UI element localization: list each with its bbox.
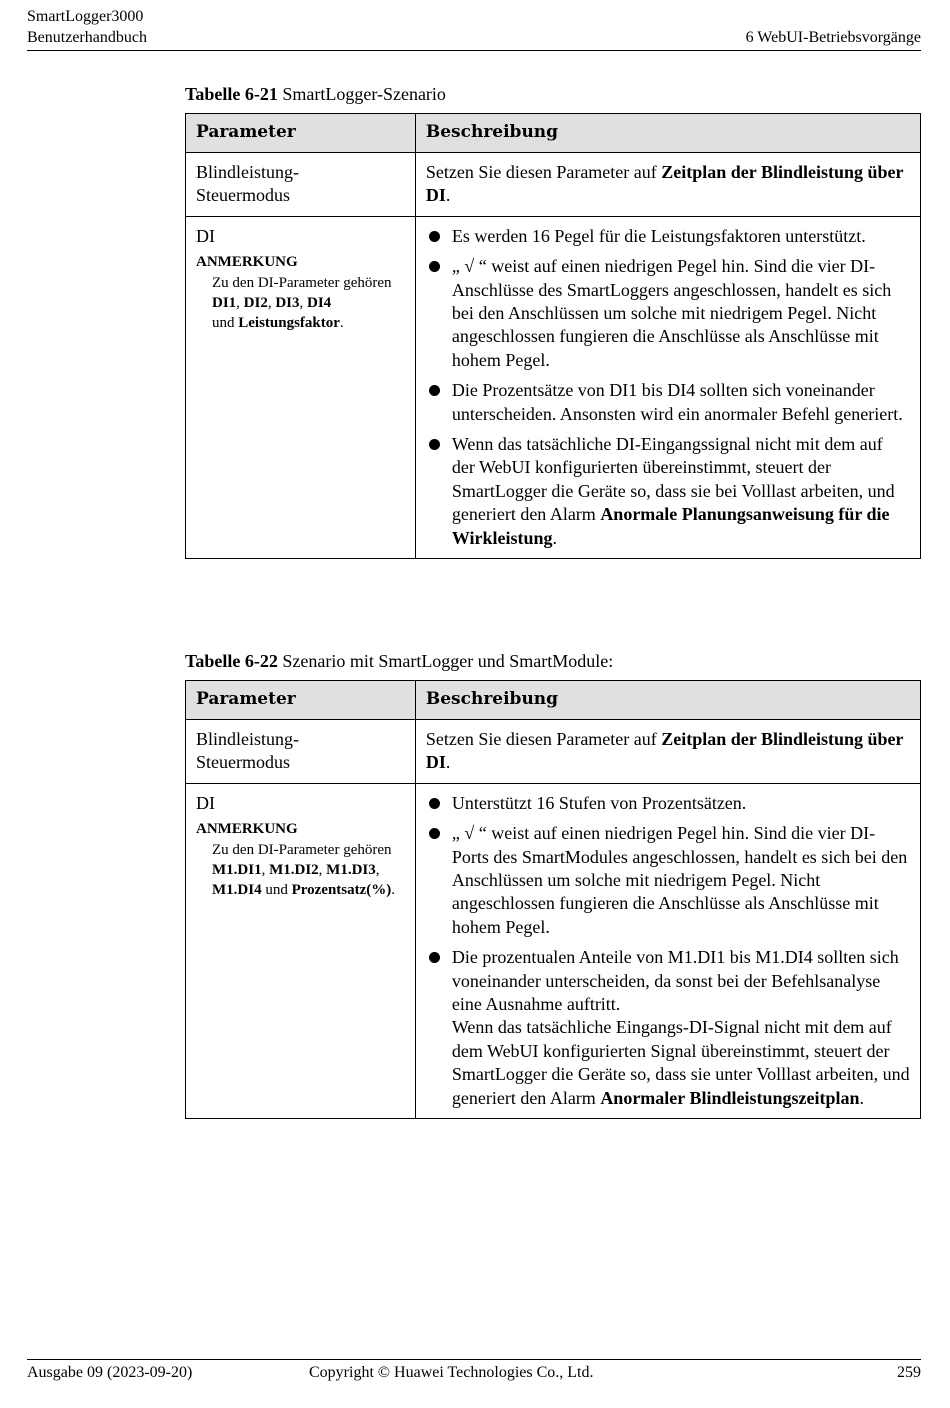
param-cell (186, 783, 416, 1118)
bullet-icon (429, 385, 440, 396)
table2-caption-text: Szenario mit SmartLogger und SmartModule: (277, 651, 614, 671)
note-text: . (339, 315, 344, 332)
param-cell (186, 216, 416, 558)
list-item (426, 433, 910, 550)
table2-caption-label: Tabelle 6-22 (185, 651, 278, 671)
document-type: Benutzerhandbuch (27, 29, 147, 46)
list-item-text: Die prozentualen Anteile von M1.DI1 bis M1.DI4 sollten sich voneinander unterscheiden, da sonst bei der Befehlsanalyse eine Ausnahme auftritt. (451, 947, 899, 1015)
bullet-icon (429, 798, 440, 809)
bullet-list (426, 225, 910, 550)
table1-caption (185, 83, 446, 105)
note-bold: Prozentsatz(%) (291, 882, 392, 899)
note-bold: M1.DI1 (212, 862, 262, 879)
bullet-icon (429, 439, 440, 450)
note-text: Zu den DI-Parameter gehören (212, 842, 392, 859)
param-cell: Blindleistung-Steuermodus (186, 720, 416, 784)
list-item (426, 379, 910, 426)
list-item-text: Unterstützt 16 Stufen von Prozentsätzen. (451, 792, 747, 813)
table1-header-row (186, 114, 921, 153)
page-header (27, 6, 921, 51)
list-item-text: Es werden 16 Pegel für die Leistungsfaktoren unterstützt. (451, 225, 866, 246)
list-item (426, 255, 910, 372)
note-text: . (391, 882, 396, 899)
note-text: und (212, 315, 239, 332)
desc-cell (415, 216, 920, 558)
note-text: Zu den DI-Parameter gehören (212, 275, 392, 292)
list-item (426, 822, 910, 939)
product-name: SmartLogger3000 (27, 8, 144, 25)
note-text: , (267, 295, 276, 312)
table1-caption-label: Tabelle 6-21 (185, 84, 278, 104)
list-item (426, 792, 910, 815)
paragraph-text: Wenn das tatsächliche Eingangs-DI-Signal nicht mit dem auf dem WebUI konfigurierten Signal übereinstimmt, steuert der SmartLogger die Geräte so, dass sie unter Volllast arbeiten, und generiert den Alarm (451, 1017, 910, 1108)
list-item (426, 225, 910, 248)
continuation-paragraph (426, 1016, 910, 1110)
param-name: DI (196, 792, 215, 813)
bullet-list (426, 792, 910, 1017)
table2-col-description: Beschreibung (415, 681, 920, 720)
desc-cell (415, 153, 920, 217)
note-text: , (318, 862, 327, 879)
note-bold: Leistungsfaktor (238, 315, 340, 332)
note-text: , (236, 295, 244, 312)
table2-header-row (186, 681, 921, 720)
table-row (186, 783, 921, 1118)
desc-cell (415, 783, 920, 1118)
bullet-icon (429, 261, 440, 272)
note-bold: DI1 (212, 295, 237, 312)
alarm-name: Anormaler Blindleistungszeitplan (600, 1087, 860, 1108)
table1-col-parameter: Parameter (186, 114, 416, 153)
list-item-text: Die Prozentsätze von DI1 bis DI4 sollten sich voneinander unterscheiden. Ansonsten wird ein anormaler Befehl generiert. (451, 380, 903, 424)
bullet-icon (429, 828, 440, 839)
note-title: ANMERKUNG (196, 821, 298, 838)
table1-caption-text: SmartLogger-Szenario (277, 84, 446, 104)
table1 (185, 113, 921, 559)
note-body (196, 840, 405, 900)
param-cell: Blindleistung-Steuermodus (186, 153, 416, 217)
list-item-text: Wenn das tatsächliche DI-Eingangssignal nicht mit dem auf der WebUI konfigurierten übereinstimmt, steuert der SmartLogger die Geräte so, dass sie bei Volllast arbeiten, und generiert den Alarm (451, 434, 895, 525)
edition-info: Ausgabe 09 (2023-09-20) (27, 1364, 193, 1381)
alarm-name: Anormale Planungsanweisung für die Wirkleistung (451, 504, 890, 548)
table-row (186, 216, 921, 558)
note-bold: M1.DI4 (212, 882, 262, 899)
list-item-text: „ √ “ weist auf einen niedrigen Pegel hin. Sind die vier DI-Ports des SmartModules angeschlossen, handelt es sich bei den Anschlüssen um solche mit niedrigem Pegel. Nicht angeschlossen fungieren die Anschlüsse als Anschlüsse mit hohem Pegel. (451, 823, 908, 937)
chapter-title: 6 WebUI-Betriebsvorgänge (745, 29, 921, 46)
table2 (185, 680, 921, 1119)
note-body (196, 273, 405, 333)
note-bold: M1.DI3 (326, 862, 376, 879)
note-text: und (261, 882, 292, 899)
bullet-icon (429, 952, 440, 963)
desc-bold: Zeitplan der Blindleistung über DI (425, 729, 904, 773)
desc-text: Setzen Sie diesen Parameter auf (425, 729, 662, 749)
desc-text-end: . (445, 752, 451, 773)
list-item-text: „ √ “ weist auf einen niedrigen Pegel hin. Sind die vier DI-Anschlüsse des SmartLoggers angeschlossen, handelt es sich bei den Anschlüssen um solche mit niedrigem Pegel. Nicht angeschlossen fungieren die Anschlüsse als Anschlüsse mit hohem Pegel. (451, 256, 892, 370)
table2-caption (185, 650, 613, 672)
note-bold: DI2 (243, 295, 268, 312)
list-item-text-end: . (552, 527, 558, 548)
desc-text-end: . (445, 185, 451, 206)
paragraph-text-end: . (859, 1087, 865, 1108)
page-footer (27, 1359, 921, 1388)
bullet-icon (429, 231, 440, 242)
page-number: 259 (897, 1364, 921, 1381)
note-bold: M1.DI2 (269, 862, 319, 879)
desc-text: Setzen Sie diesen Parameter auf (425, 162, 662, 182)
note-bold: DI4 (307, 295, 332, 312)
desc-cell (415, 720, 920, 784)
note-title: ANMERKUNG (196, 254, 298, 271)
table2-col-parameter: Parameter (186, 681, 416, 720)
table-row (186, 153, 921, 217)
desc-bold: Zeitplan der Blindleistung über DI (425, 162, 904, 206)
header-left (27, 6, 147, 48)
note-bold: DI3 (275, 295, 300, 312)
note-text: , (261, 862, 270, 879)
note-text: , (299, 295, 308, 312)
param-name: DI (196, 225, 215, 246)
list-item (426, 946, 910, 1016)
table-row (186, 720, 921, 784)
note-text: , (375, 862, 380, 879)
copyright-text: Copyright © Huawei Technologies Co., Ltd. (309, 1364, 594, 1381)
table1-col-description: Beschreibung (415, 114, 920, 153)
